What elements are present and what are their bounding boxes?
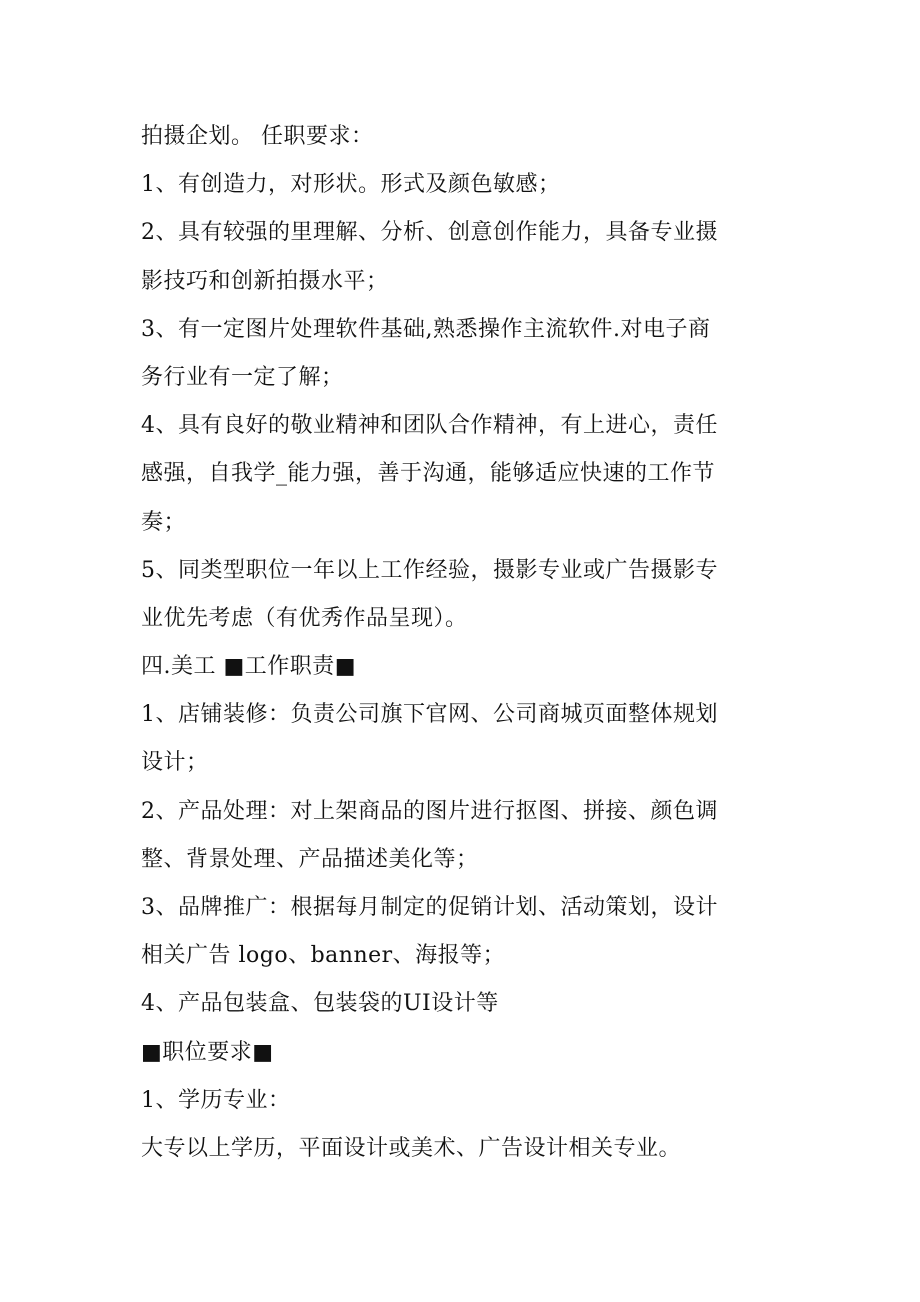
text-line: 业优先考虑（有优秀作品呈现）。	[141, 605, 468, 631]
text-line: 奏；	[141, 509, 187, 535]
document-body	[141, 113, 791, 1173]
text-line: 1、有创造力，对形状。形式及颜色敏感；	[141, 172, 561, 198]
text-line: 整、背景处理、产品描述美化等；	[141, 846, 479, 872]
section-heading: 四.美工 ■工作职责■	[141, 654, 357, 680]
text-line: 影技巧和创新拍摄水平；	[141, 268, 389, 294]
text-line: 设计；	[141, 750, 209, 776]
text-line: 2、产品处理：对上架商品的图片进行抠图、拼接、颜色调	[141, 798, 718, 824]
text-line: 5、同类型职位一年以上工作经验，摄影专业或广告摄影专	[141, 557, 718, 583]
text-line: 4、具有良好的敬业精神和团队合作精神，有上进心，责任	[141, 413, 718, 439]
section-heading: ■职位要求■	[141, 1039, 274, 1065]
text-line: 1、店铺装修：负责公司旗下官网、公司商城页面整体规划	[141, 702, 718, 728]
text-line: 3、有一定图片处理软件基础,熟悉操作主流软件.对电子商	[141, 316, 711, 342]
text-line: 1、学历专业：	[141, 1087, 291, 1113]
text-line: 务行业有一定了解；	[141, 364, 344, 390]
text-line: 相关广告 logo、banner、海报等；	[141, 943, 506, 969]
text-line: 4、产品包装盒、包装袋的UI设计等	[141, 991, 499, 1017]
text-line: 感强，自我学_能力强，善于沟通，能够适应快速的工作节	[141, 461, 716, 487]
text-line: 拍摄企划。 任职要求：	[141, 124, 374, 149]
text-line: 大专以上学历，平面设计或美术、广告设计相关专业。	[141, 1135, 682, 1161]
text-line: 2、具有较强的里理解、分析、创意创作能力，具备专业摄	[141, 220, 718, 246]
text-line: 3、品牌推广：根据每月制定的促销计划、活动策划，设计	[141, 895, 718, 920]
